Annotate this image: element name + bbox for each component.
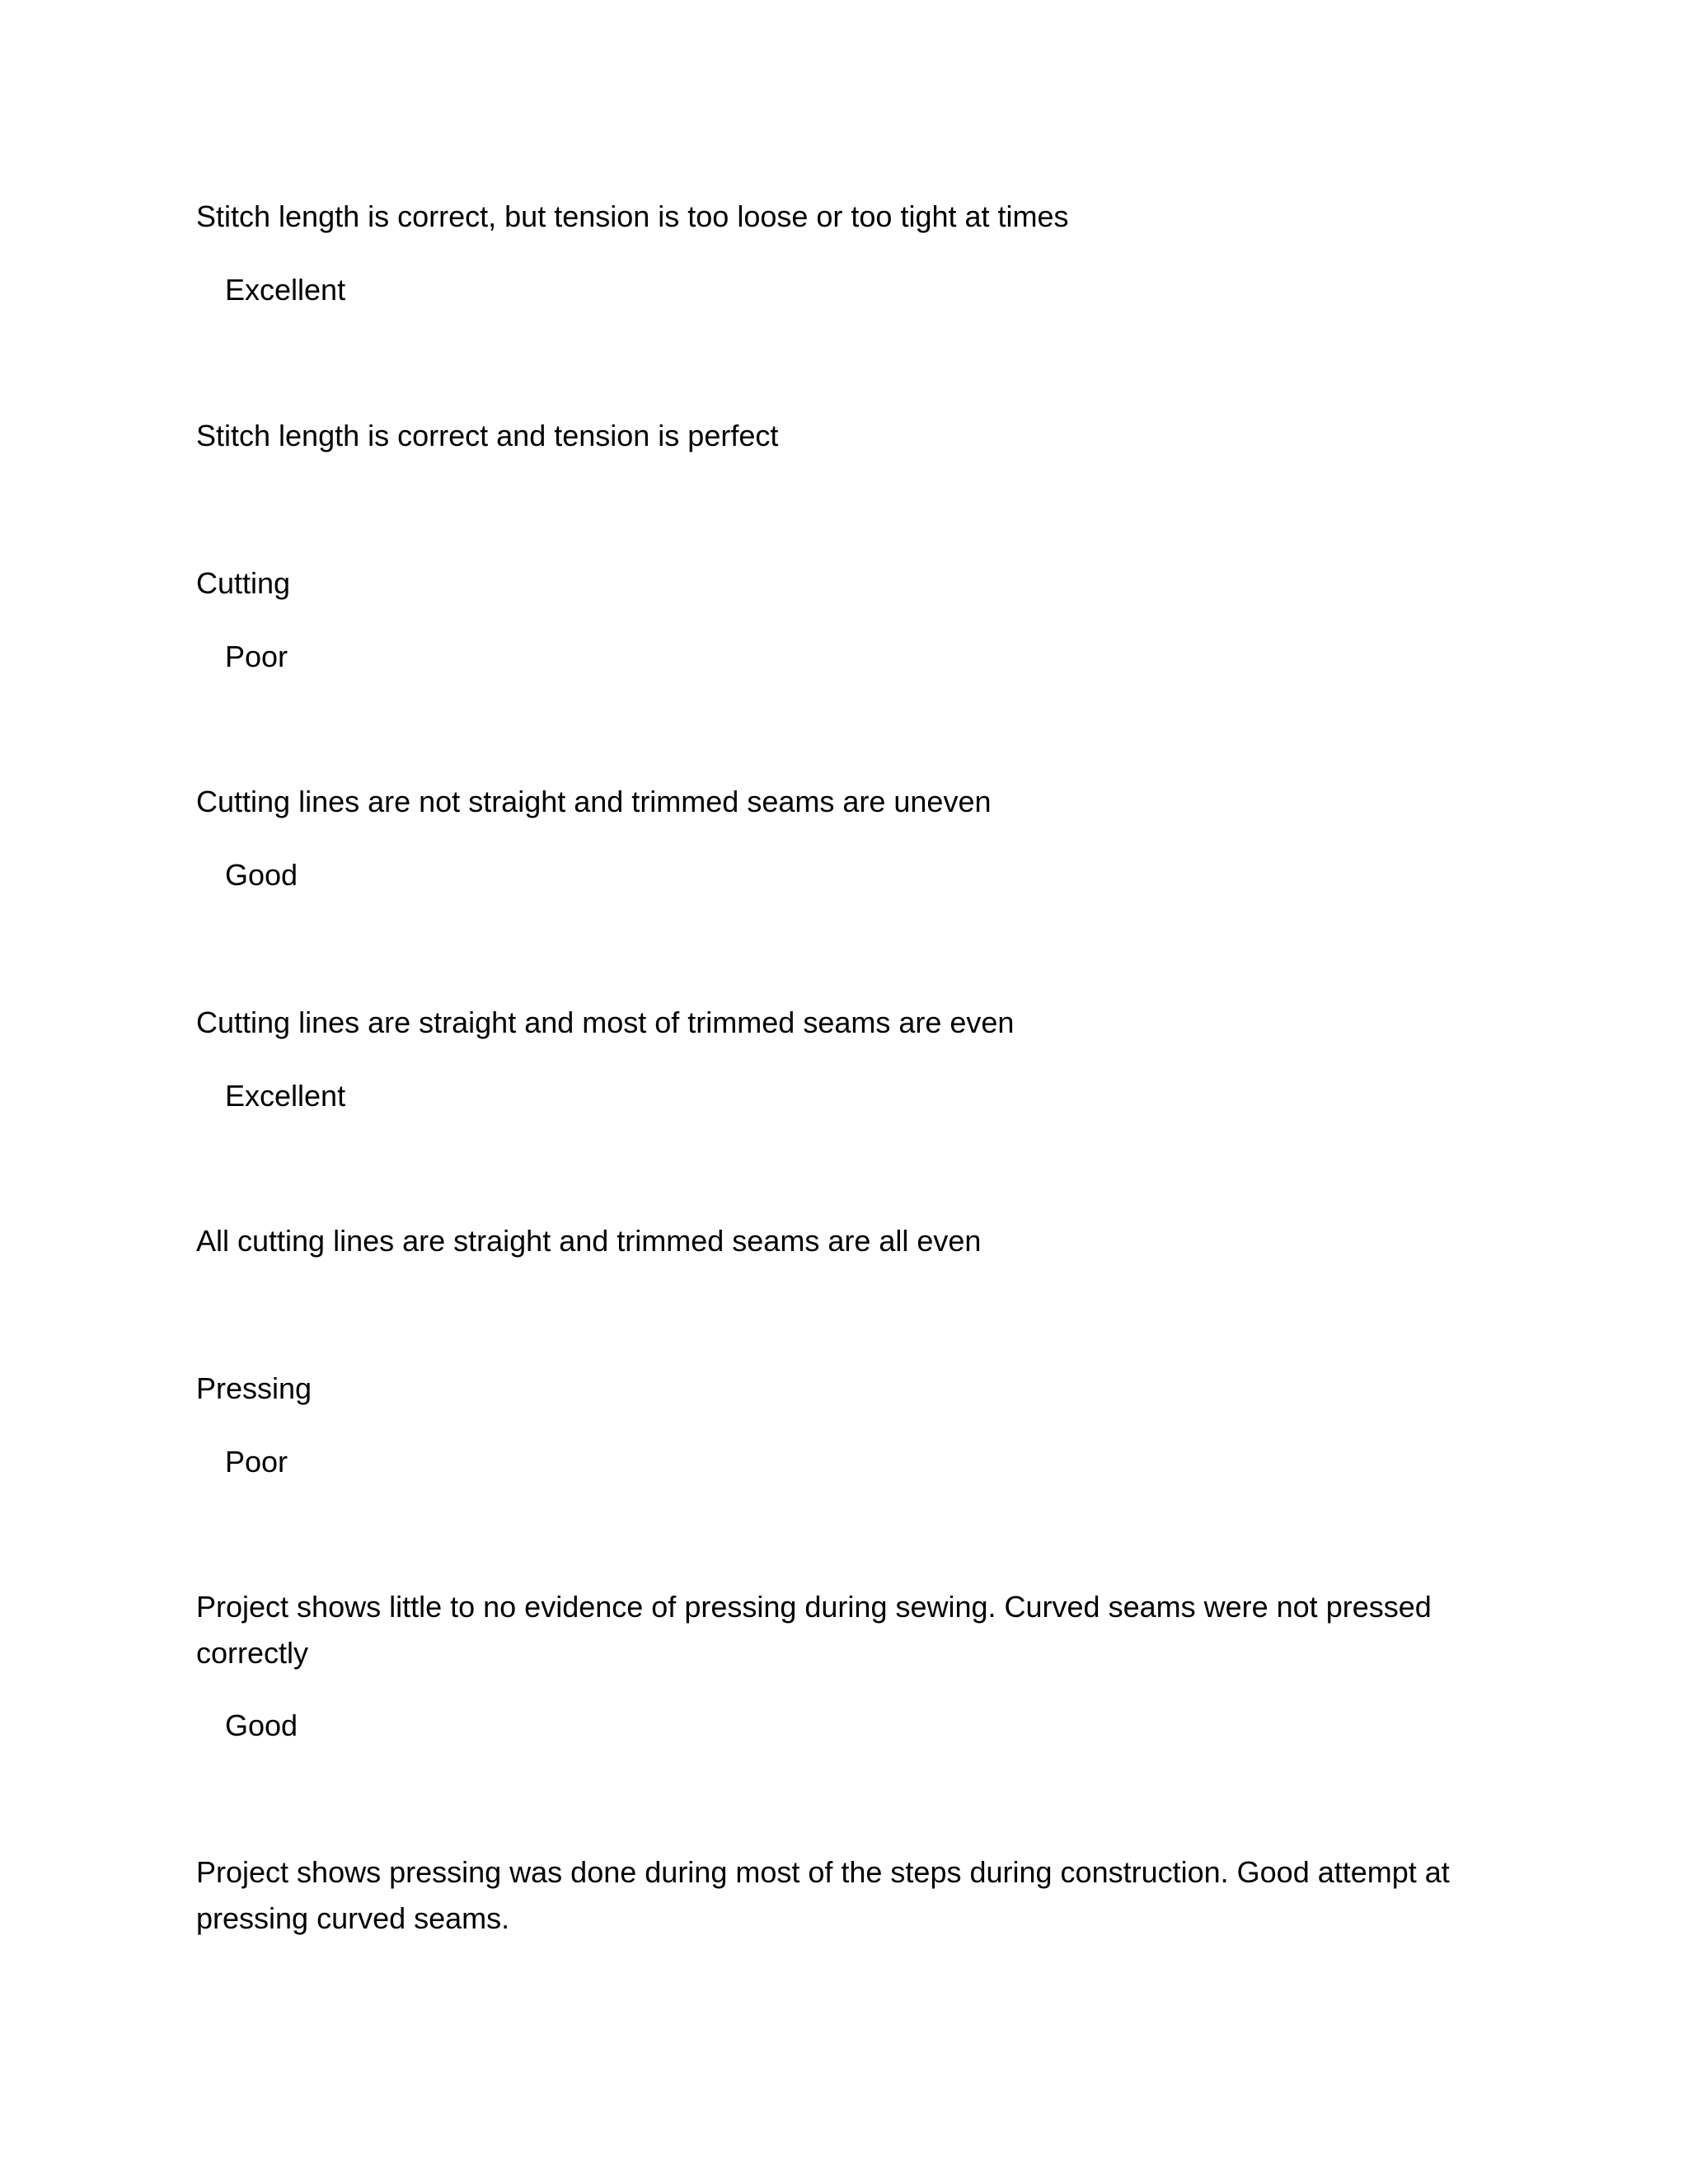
rating-label-good: Good <box>225 1708 298 1742</box>
rating-label-good: Good <box>225 858 298 892</box>
pressing-poor-description: Project shows little to no evidence of pressing during sewing. Curved seams were not pressed correctly <box>196 1590 1432 1670</box>
criterion-heading-pressing: Pressing <box>196 1371 312 1405</box>
criterion-heading-cutting: Cutting <box>196 566 291 600</box>
stitch-fair-description: Stitch length is correct, but tension is too loose or too tight at times <box>196 199 1069 233</box>
rating-label-excellent: Excellent <box>225 1079 346 1113</box>
rating-label-excellent: Excellent <box>225 273 346 307</box>
cutting-excellent-description: All cutting lines are straight and trimmed seams are all even <box>196 1224 982 1258</box>
cutting-poor-description: Cutting lines are not straight and trimmed seams are uneven <box>196 785 992 818</box>
rating-label-poor: Poor <box>225 640 288 673</box>
stitch-excellent-description: Stitch length is correct and tension is perfect <box>196 419 779 452</box>
cutting-good-description: Cutting lines are straight and most of trimmed seams are even <box>196 1005 1015 1039</box>
pressing-good-description: Project shows pressing was done during most of the steps during construction. Good attempt at pressing curved seams. <box>196 1855 1450 1935</box>
rating-label-poor: Poor <box>225 1445 288 1479</box>
